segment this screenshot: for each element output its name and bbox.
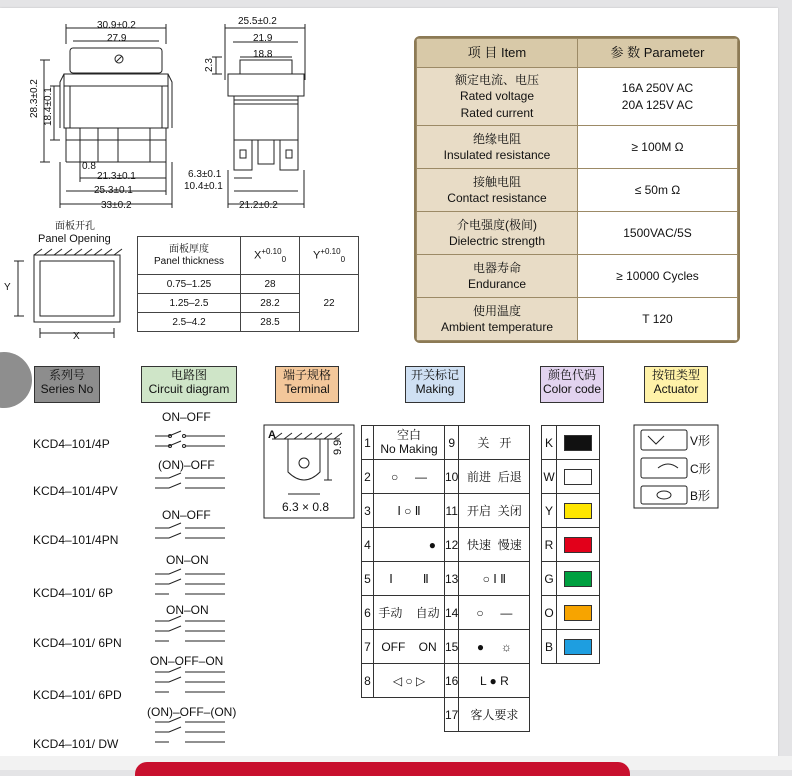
series-model: KCD4–101/4P <box>33 437 110 451</box>
table-row: 2.5–4.2 <box>138 313 241 332</box>
making-num: 13 <box>445 562 459 596</box>
header-color <box>540 366 604 403</box>
making-b: 关闭 <box>497 504 522 518</box>
making-num: 17 <box>445 698 459 732</box>
header-series-en: Series No <box>40 382 94 397</box>
col-y-label: Y <box>312 249 321 262</box>
param-value: 16A 250V AC <box>621 81 694 96</box>
dim-front-base: 33±0.2 <box>101 200 132 211</box>
circuit-label: ON–OFF <box>162 508 211 522</box>
param-value: ≥ 10000 Cycles <box>578 255 738 298</box>
making-cell <box>374 596 445 630</box>
actuator-label: B形 <box>690 489 711 503</box>
making-num: 11 <box>445 494 459 528</box>
dim-side-width: 25.5±0.2 <box>238 16 277 27</box>
color-swatch <box>564 503 592 519</box>
making-cell: Ⅰ ○ Ⅱ <box>374 494 445 528</box>
making-a: Ⅰ <box>389 571 393 586</box>
param-value: 1500VAC/5S <box>578 212 738 255</box>
making-table <box>361 425 530 732</box>
making-b: 开 <box>499 436 512 450</box>
making-a: 手动 <box>378 606 403 620</box>
param-cn: 使用温度 <box>472 303 521 318</box>
making-b: No Making <box>380 441 438 456</box>
color-swatch <box>564 469 592 485</box>
dim-side-top: 2.3 <box>204 58 215 72</box>
color-swatch <box>564 537 592 553</box>
table-row <box>417 68 738 126</box>
making-num: 9 <box>445 426 459 460</box>
circuit-label: ON–ON <box>166 603 209 617</box>
panel-thickness-table <box>137 236 359 332</box>
dim-front-height-inner: 18.4±0.1 <box>43 87 54 126</box>
header-color-en: Color code <box>542 382 602 397</box>
actuator-label: V形 <box>690 434 711 448</box>
making-cell <box>459 630 530 664</box>
making-b: — <box>414 469 427 484</box>
making-b: ☼ <box>500 639 512 654</box>
panel-opening-x-label: X <box>73 331 80 342</box>
making-a: 空白 <box>396 428 421 443</box>
making-num: 2 <box>362 460 374 494</box>
dim-side-pin-gap: 10.4±0.1 <box>184 181 223 192</box>
param-value: 20A 125V AC <box>621 97 694 112</box>
making-num: 7 <box>362 630 374 664</box>
panel-opening-y-label: Y <box>4 282 11 293</box>
series-model: KCD4–101/ 6PD <box>33 688 122 702</box>
param-cn: 介电强度(极间) <box>457 217 537 232</box>
making-num: 16 <box>445 664 459 698</box>
dim-front-inner: 27.9 <box>107 33 127 44</box>
header-series-cn: 系列号 <box>48 368 85 382</box>
header-series <box>34 366 100 403</box>
table-row: 1.25–2.5 <box>138 294 241 313</box>
param-head-item: 项 目 Item <box>417 39 578 68</box>
color-swatch <box>564 571 592 587</box>
dim-side-pin-w: 6.3±0.1 <box>188 169 222 180</box>
next-section-bar <box>135 762 630 776</box>
param-cn: 绝缘电阻 <box>472 131 521 146</box>
making-cell: ○ Ⅰ Ⅱ <box>459 562 530 596</box>
making-a: ○ <box>391 469 399 484</box>
actuator-label: C形 <box>690 462 711 476</box>
dim-side-inner1: 21.9 <box>253 33 273 44</box>
col-y-tol-lo: 0 <box>340 254 346 264</box>
making-cell: ● <box>374 528 445 562</box>
col-x-label: X <box>253 249 262 262</box>
col-x-tol-hi: +0.10 <box>261 247 282 257</box>
dim-front-width: 30.9±0.2 <box>97 20 136 31</box>
header-terminal-en: Terminal <box>284 382 330 397</box>
making-cell: L ● R <box>459 664 530 698</box>
header-actuator-en: Actuator <box>653 382 699 397</box>
dim-front-pin-span1: 21.3±0.1 <box>97 171 136 182</box>
making-a: 前进 <box>467 470 492 484</box>
thickness-x-value: 28.5 <box>241 313 300 332</box>
terminal-dim-w: 6.3 × 0.8 <box>282 500 330 514</box>
making-b: 后退 <box>497 470 522 484</box>
color-code: G <box>542 562 557 596</box>
making-a: 快速 <box>467 538 492 552</box>
table-row: 0.75–1.25 <box>138 275 241 294</box>
color-code: W <box>542 460 557 494</box>
thickness-y-value: 22 <box>300 275 359 332</box>
circuit-label: ON–OFF <box>162 410 211 424</box>
header-making-cn: 开关标记 <box>410 368 459 382</box>
circuit-label: ON–OFF–ON <box>150 654 224 668</box>
making-a: ● <box>476 639 485 654</box>
table-row <box>417 126 738 169</box>
making-a: 关 <box>477 436 490 450</box>
circuit-label: (ON)–OFF–(ON) <box>147 705 237 719</box>
making-b: 慢速 <box>497 538 522 552</box>
making-num: 5 <box>362 562 374 596</box>
making-cell <box>459 596 530 630</box>
panel-opening-title-en: Panel Opening <box>38 233 111 245</box>
header-circuit <box>141 366 237 403</box>
dim-side-inner2: 18.8 <box>253 49 273 60</box>
param-en: Insulated resistance <box>443 148 551 162</box>
making-num: 4 <box>362 528 374 562</box>
param-en: Rated current <box>460 105 534 120</box>
param-en: Dielectric strength <box>448 234 546 248</box>
param-value: ≤ 50m Ω <box>578 169 738 212</box>
making-b: Ⅱ <box>422 571 429 586</box>
making-cell <box>459 460 530 494</box>
making-b: — <box>500 605 513 620</box>
param-value: T 120 <box>578 298 738 341</box>
param-en: Ambient temperature <box>440 320 554 334</box>
series-model: KCD4–101/ 6PN <box>33 636 122 650</box>
color-swatch <box>564 605 592 621</box>
dim-front-height: 28.3±0.2 <box>29 79 40 118</box>
making-cell: ◁ ○ ▷ <box>374 664 445 698</box>
header-actuator <box>644 366 708 403</box>
color-code: R <box>542 528 557 562</box>
color-code: K <box>542 426 557 460</box>
series-model: KCD4–101/ 6P <box>33 586 114 600</box>
circuit-label: (ON)–OFF <box>158 458 215 472</box>
making-num: 6 <box>362 596 374 630</box>
thickness-x-value: 28.2 <box>241 294 300 313</box>
param-en: Rated voltage <box>459 89 535 104</box>
making-cell: 客人要求 <box>459 698 530 732</box>
making-num: 8 <box>362 664 374 698</box>
color-code: Y <box>542 494 557 528</box>
color-code: O <box>542 596 557 630</box>
series-model: KCD4–101/4PV <box>33 484 118 498</box>
param-cn: 接触电阻 <box>472 174 521 189</box>
making-cell <box>459 528 530 562</box>
dim-side-base: 21.2±0.2 <box>239 200 278 211</box>
color-code-table <box>541 425 600 664</box>
param-head-parameter: 参 数 Parameter <box>578 39 738 68</box>
making-num: 10 <box>445 460 459 494</box>
table-row <box>417 169 738 212</box>
panel-opening-title-cn: 面板开孔 <box>55 221 95 232</box>
panel-opening-drawing <box>14 249 122 338</box>
making-num: 15 <box>445 630 459 664</box>
color-code: B <box>542 630 557 664</box>
dim-front-pin-span2: 25.3±0.1 <box>94 185 133 196</box>
making-num: 14 <box>445 596 459 630</box>
making-a: ○ <box>476 605 484 620</box>
circuit-diagrams <box>155 431 225 742</box>
param-en: Contact resistance <box>447 191 547 205</box>
making-b: ON <box>418 639 437 654</box>
thickness-x-value: 28 <box>241 275 300 294</box>
terminal-dim-h: 9.9 <box>332 439 344 455</box>
making-a: 开启 <box>467 504 492 518</box>
color-swatch <box>564 435 592 451</box>
making-cell <box>374 460 445 494</box>
header-terminal <box>275 366 339 403</box>
terminal-label: A <box>268 429 276 441</box>
header-circuit-cn: 电路图 <box>170 368 207 382</box>
dim-front-pin-gap: 0.8 <box>82 161 96 172</box>
thickness-head-cn: 面板厚度 <box>169 243 209 255</box>
header-making-en: Making <box>415 382 455 397</box>
param-cn: 额定电流、电压 <box>454 73 539 88</box>
table-row <box>417 255 738 298</box>
header-color-cn: 颜色代码 <box>547 368 596 382</box>
thickness-head-en: Panel thickness <box>153 255 225 267</box>
making-a: OFF <box>381 639 406 654</box>
table-row <box>417 298 738 341</box>
making-cell <box>374 562 445 596</box>
col-x-tol-lo: 0 <box>281 254 287 264</box>
making-num: 1 <box>362 426 374 460</box>
header-making <box>405 366 465 403</box>
making-b: 自动 <box>415 606 440 620</box>
parameter-table <box>414 36 740 343</box>
col-y-tol-hi: +0.10 <box>320 247 341 257</box>
making-cell <box>459 494 530 528</box>
param-cn: 电器寿命 <box>472 260 521 275</box>
param-value: ≥ 100M Ω <box>578 126 738 169</box>
param-en: Endurance <box>467 277 527 291</box>
table-row <box>417 212 738 255</box>
color-swatch <box>564 639 592 655</box>
making-cell <box>374 630 445 664</box>
header-terminal-cn: 端子规格 <box>282 368 331 382</box>
circuit-label: ON–ON <box>166 553 209 567</box>
header-actuator-cn: 按钮类型 <box>651 368 700 382</box>
series-model: KCD4–101/ DW <box>33 737 119 751</box>
header-circuit-en: Circuit diagram <box>148 382 230 397</box>
making-cell <box>374 426 445 460</box>
making-cell <box>459 426 530 460</box>
making-num: 3 <box>362 494 374 528</box>
series-model: KCD4–101/4PN <box>33 533 119 547</box>
making-num: 12 <box>445 528 459 562</box>
